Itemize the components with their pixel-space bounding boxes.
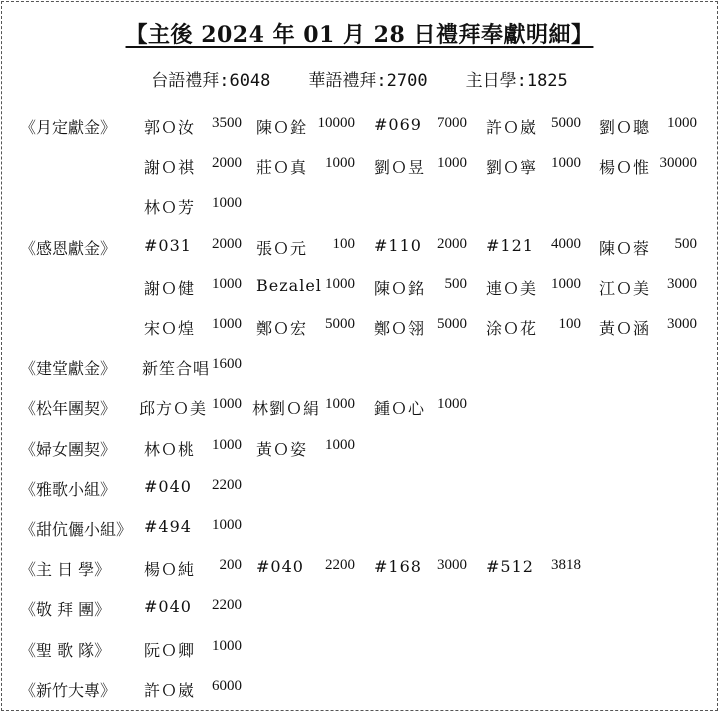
donor-name: 謝Ｏ健: [144, 278, 196, 298]
offering-row: [2, 477, 717, 517]
donor-name: #031: [144, 235, 192, 255]
donation-amount: 30000: [659, 155, 697, 172]
donation-amount: 5000: [325, 316, 355, 332]
donation-amount: 4000: [551, 235, 581, 252]
donor-name: #494: [144, 517, 192, 536]
donation-amount: 2000: [212, 155, 242, 172]
donation-amount: 1000: [212, 436, 242, 453]
donation-amount: 100: [558, 316, 581, 332]
category-label: 《聖 歌 隊》: [20, 640, 111, 660]
donor-name: 陳Ｏ蓉: [599, 238, 651, 258]
category-label: 《敬 拜 團》: [20, 600, 111, 620]
category-label: 《雅歌小組》: [20, 479, 117, 499]
donation-amount: 10000: [317, 115, 355, 131]
offering-row: [2, 517, 717, 557]
donor-name: #040: [144, 597, 192, 617]
donor-name: #168: [374, 557, 422, 577]
category-label: 《感恩獻金》: [20, 238, 117, 258]
offering-row: [2, 356, 717, 396]
attendance-taiwanese: 台語禮拜:6048: [151, 71, 271, 91]
donor-name: 林劉Ｏ絹: [252, 399, 321, 419]
donor-name: 鄭Ｏ宏: [256, 319, 308, 338]
donation-amount: 2000: [212, 235, 242, 252]
donation-amount: 1000: [437, 396, 467, 413]
donor-name: 許Ｏ崴: [486, 118, 538, 137]
title-text: 【主後 2024 年 01 月 28 日禮拜奉獻明細】: [125, 22, 594, 48]
donor-name: #110: [374, 235, 422, 255]
offering-row: [2, 396, 717, 436]
donation-amount: 1000: [551, 275, 581, 292]
donation-amount: 1000: [325, 396, 355, 413]
category-label: 《婦女團契》: [20, 439, 117, 459]
donor-name: 陳Ｏ銘: [374, 278, 426, 298]
donor-name: 鄭Ｏ翎: [374, 319, 426, 338]
donor-name: 郭Ｏ汝: [144, 118, 196, 137]
donation-amount: 3000: [667, 316, 697, 332]
offering-row: [2, 437, 717, 477]
donor-name: 謝Ｏ祺: [144, 158, 196, 178]
offering-row: [2, 557, 717, 597]
donation-amount: 3000: [667, 275, 697, 292]
donation-amount: 3000: [437, 557, 467, 574]
donor-name: #040: [144, 476, 192, 496]
donor-name: 張Ｏ元: [256, 238, 308, 258]
donor-name: 黃Ｏ姿: [256, 439, 308, 459]
category-label: 《松年團契》: [20, 399, 117, 419]
category-label: 《月定獻金》: [20, 118, 117, 137]
donor-name: 劉Ｏ聰: [599, 118, 651, 137]
donation-amount: 1000: [325, 155, 355, 172]
donation-amount: 3818: [551, 557, 581, 574]
donation-amount: 100: [332, 235, 355, 252]
donor-name: 鍾Ｏ心: [374, 399, 426, 419]
donation-amount: 2000: [437, 235, 467, 252]
donation-amount: 1000: [325, 275, 355, 292]
donation-amount: 1000: [212, 316, 242, 332]
donor-name: #069: [374, 115, 422, 134]
donor-name: #512: [486, 557, 534, 577]
donor-name: 宋Ｏ煌: [144, 319, 196, 338]
donor-name: #121: [486, 235, 534, 255]
donor-name: 林Ｏ芳: [144, 198, 196, 218]
donation-amount: 5000: [437, 316, 467, 332]
donation-amount: 3500: [212, 115, 242, 131]
donor-name: 涂Ｏ花: [486, 319, 538, 338]
donation-amount: 1000: [551, 155, 581, 172]
donor-name: 陳Ｏ銓: [256, 118, 308, 137]
donor-name: 江Ｏ美: [599, 278, 651, 298]
category-label: 《主 日 學》: [20, 560, 111, 580]
category-label: 《新竹大專》: [20, 680, 117, 700]
donation-amount: 1000: [325, 436, 355, 453]
donor-name: 莊Ｏ真: [256, 158, 308, 178]
attendance-bar: [2, 66, 717, 91]
donation-amount: 7000: [437, 115, 467, 131]
category-label: 《甜伉儷小組》: [20, 520, 133, 539]
offering-row: [2, 638, 717, 678]
donation-amount: 1000: [212, 195, 242, 212]
donation-amount: 1000: [212, 637, 242, 654]
donation-amount: 500: [674, 235, 697, 252]
donor-name: 楊Ｏ惟: [599, 158, 651, 178]
donor-name: 林Ｏ桃: [144, 439, 196, 459]
offering-row: [2, 236, 717, 276]
attendance-sunday-school: 主日學:1825: [465, 71, 568, 91]
donation-amount: 1000: [437, 155, 467, 172]
offering-sheet: [1, 1, 718, 711]
donor-name: 劉Ｏ昱: [374, 158, 426, 178]
donor-name: Bezalel: [256, 275, 322, 295]
donation-amount: 2200: [212, 476, 242, 493]
donation-amount: 6000: [212, 677, 242, 694]
donation-amount: 500: [444, 275, 467, 292]
donation-amount: 2200: [325, 557, 355, 574]
donor-name: 邱方Ｏ美: [139, 399, 208, 419]
sheet-title: [2, 18, 717, 49]
donor-name: 新笙合唱: [142, 359, 211, 379]
offering-row: [2, 195, 717, 235]
donation-amount: 5000: [551, 115, 581, 131]
offering-row: [2, 115, 717, 155]
donation-amount: 2200: [212, 597, 242, 614]
donor-name: 劉Ｏ寧: [486, 158, 538, 178]
donor-name: 阮Ｏ卿: [144, 640, 196, 660]
donation-amount: 1000: [212, 517, 242, 533]
category-label: 《建堂獻金》: [20, 359, 117, 379]
donor-name: 黃Ｏ涵: [599, 319, 651, 338]
donation-amount: 1600: [212, 356, 242, 373]
donor-name: 連Ｏ美: [486, 278, 538, 298]
offering-row: [2, 597, 717, 637]
offering-row: [2, 276, 717, 316]
offering-row: [2, 316, 717, 356]
donor-name: #040: [256, 557, 304, 577]
attendance-mandarin: 華語禮拜:2700: [308, 71, 428, 91]
donation-amount: 1000: [212, 275, 242, 292]
donation-amount: 200: [219, 557, 242, 574]
donation-amount: 1000: [667, 115, 697, 131]
donor-name: 許Ｏ崴: [144, 680, 196, 700]
donor-name: 楊Ｏ純: [144, 560, 196, 580]
donation-amount: 1000: [212, 396, 242, 413]
offering-row: [2, 155, 717, 195]
